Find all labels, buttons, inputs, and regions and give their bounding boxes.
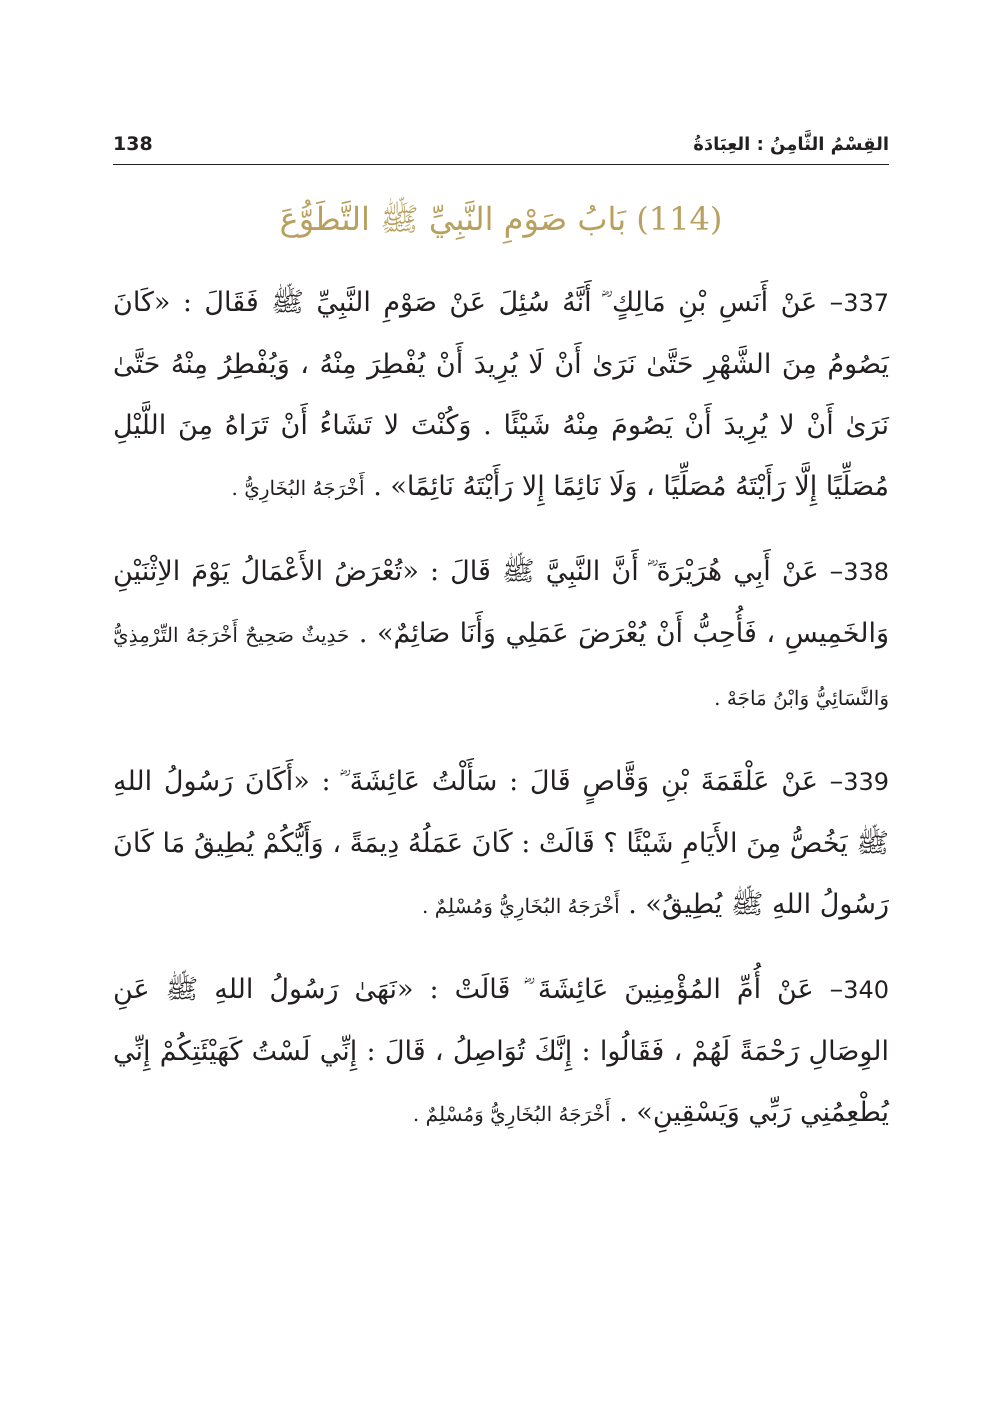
hadith-source: أَخْرَجَهُ البُخَارِيُّ وَمُسْلِمٌ .	[412, 1102, 611, 1126]
hadith-text: – عَنْ أَنَسِ بْنِ مَالِكٍ ؓ أَنَّهُ سُئِلَ عَنْ صَوْمِ النَّبِيِّ ﷺ فَقَالَ : «كَانَ يَصُومُ مِنَ الشَّهْرِ حَتَّىٰ نَرَىٰ أَنْ لَا يُرِيدَ أَنْ يُفْطِرَ مِنْهُ ، وَيُفْطِرُ مِنْهُ حَتَّىٰ نَرَىٰ أَنْ لا يُرِيدَ أَنْ يَصُومَ مِنْهُ شَيْئًا . وَكُنْتَ لا تَشَاءُ أَنْ تَرَاهُ مِنَ اللَّيْلِ مُصَلِّيًا إِلَّا رَأَيْتَهُ مُصَلِّيًا ، وَلَا نَائِمًا إِلا رَأَيْتَهُ نَائِمًا» .	[113, 287, 889, 502]
hadith-source: أَخْرَجَهُ البُخَارِيُّ وَمُسْلِمٌ .	[422, 894, 620, 918]
hadith-number: 340	[843, 976, 889, 1004]
hadith-text: – عَنْ أَبِي هُرَيْرَةَ ؓ أَنَّ النَّبِيَّ ﷺ قَالَ : «تُعْرَضُ الأَعْمَالُ يَوْمَ الاِثْنَيْنِ وَالخَمِيسِ ، فَأُحِبُّ أَنْ يُعْرَضَ عَمَلِي وَأَنَا صَائِمٌ» .	[113, 556, 889, 649]
hadith-number: 337	[843, 289, 889, 317]
hadith-337	[113, 272, 889, 519]
hadith-338	[113, 541, 889, 729]
page-header	[113, 124, 889, 164]
header-divider	[113, 164, 889, 165]
hadith-source: أَخْرَجَهُ البُخَارِيُّ .	[231, 476, 365, 500]
running-title: القِسْمُ الثَّامِنُ : العِبَادَةُ	[693, 133, 889, 155]
hadith-339	[113, 751, 889, 937]
chapter-title: (114) بَابُ صَوْمِ النَّبِيِّ ﷺ التَّطَوُّعَ	[279, 200, 723, 238]
hadith-list	[113, 272, 889, 1167]
hadith-number: 338	[843, 558, 889, 586]
hadith-340	[113, 959, 889, 1145]
page-number: 138	[113, 133, 153, 155]
hadith-text: – عَنْ أُمِّ المُؤْمِنِينَ عَائِشَةَ ؓ قَالَتْ : «نَهَىٰ رَسُولُ اللهِ ﷺ عَنِ الوِصَالِ رَحْمَةً لَهُمْ ، فَقَالُوا : إِنَّكَ تُوَاصِلُ ، قَالَ : إِنِّي لَسْتُ كَهَيْئَتِكُمْ إِنِّي يُطْعِمُنِي رَبِّي وَيَسْقِينِ» .	[113, 974, 889, 1128]
hadith-source: حَدِيثٌ صَحِيحٌ أَخْرَجَهُ التِّرْمِذِيُّ وَالنَّسَائِيُّ وَابْنُ مَاجَهْ .	[113, 623, 889, 710]
hadith-number: 339	[843, 768, 889, 796]
hadith-text: – عَنْ عَلْقَمَةَ بْنِ وَقَّاصٍ قَالَ : سَأَلْتُ عَائِشَةَ ؓ : «أَكَانَ رَسُولُ اللهِ ﷺ يَخُصُّ مِنَ الأَيَامِ شَيْئًا ؟ قَالَتْ : كَانَ عَمَلُهُ دِيمَةً ، وَأَيُّكُمْ يُطِيقُ مَا كَانَ رَسُولُ اللهِ ﷺ يُطِيقُ» .	[113, 766, 889, 920]
